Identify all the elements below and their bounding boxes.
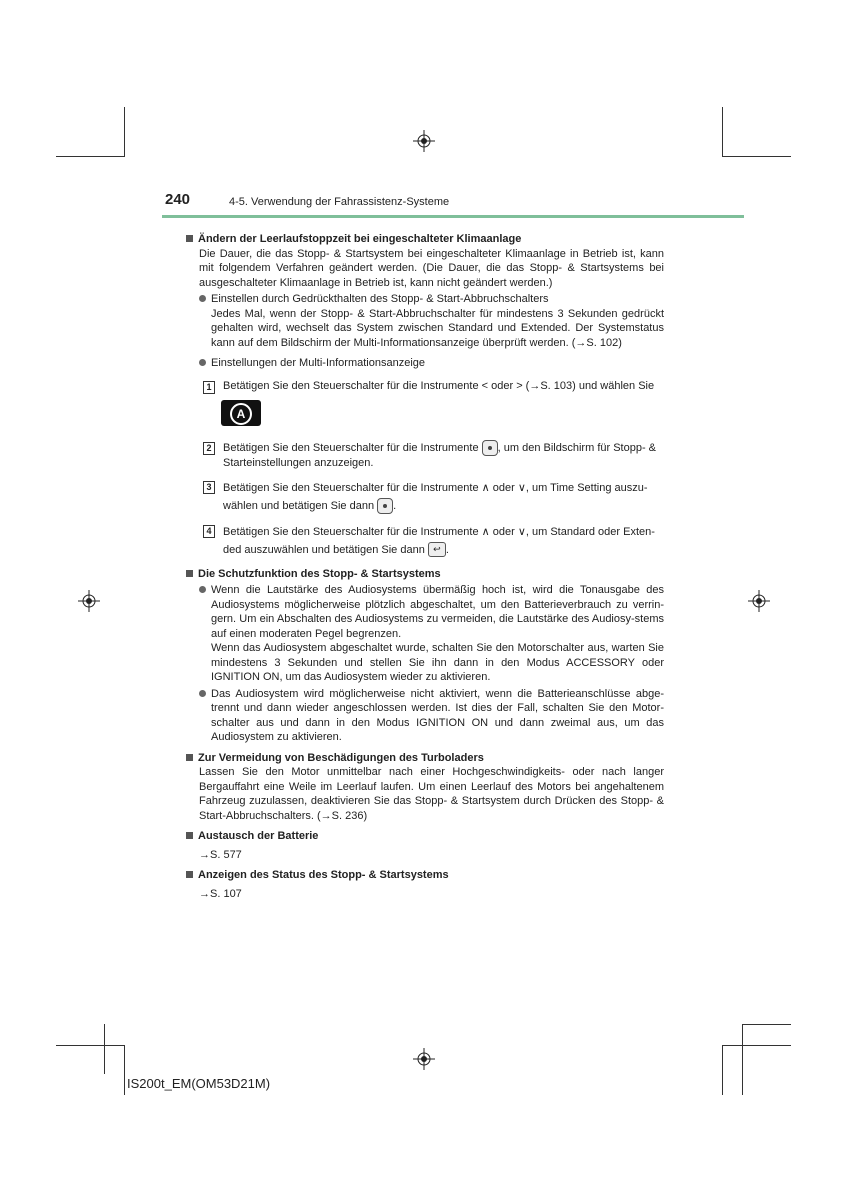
paragraph: Lassen Sie den Motor unmittelbar nach einer Hochgeschwindigkeits- oder nach langer Bergauffahrt eine Weile im Leerlauf laufen. Um einen Leerlauf des Motors bei angehaltenem Fahrzeug zuzulassen, deaktivieren Sie das Stopp- & Startsystem durch Drücken des Stopp- & Start-Abbruchschalters. (→S. 236) [199, 766, 664, 822]
crop-mark [104, 1024, 105, 1074]
step-2 [203, 440, 664, 471]
crop-mark [742, 1024, 791, 1025]
bullet-dot-icon [199, 295, 206, 302]
header-rule [162, 215, 744, 218]
step-text: Betätigen Sie den Steuerschalter für die Instrumente ∧ oder ∨, um Time Setting auszu-wählen und betätigen Sie dann [223, 481, 648, 512]
step-1 [203, 379, 664, 394]
bullet-text: Das Audiosystem wird möglicherweise nicht aktiviert, wenn die Batterieanschlüsse abge-trennt und dann wieder angeschlossen werden. Ist dies der Fall, schalten Sie den Motor-schalter aus und dann in den Modus IGNITION ON und dann zweimal aus, um das Audiosystem zu aktivieren. [211, 687, 664, 743]
crop-mark [722, 1045, 723, 1095]
crop-mark [124, 107, 125, 157]
square-bullet-icon [186, 832, 193, 839]
step-4 [203, 523, 664, 559]
step-number: 2 [203, 442, 215, 455]
square-bullet-icon [186, 871, 193, 878]
enter-button-icon [482, 440, 498, 456]
bullet-item [199, 687, 664, 745]
step-text: Betätigen Sie den Steuerschalter für die Instrumente < oder > (→S. 103) und wählen Sie [223, 379, 655, 392]
enter-button-icon [377, 498, 393, 514]
crop-mark [56, 1045, 125, 1046]
bullet-dot-icon [199, 359, 206, 366]
step-text: , um den Bildschirm für Stopp- & Starteinstellungen anzuzeigen. [223, 441, 657, 469]
document-code: IS200t_EM(OM53D21M) [127, 1076, 271, 1091]
registration-mark-icon [413, 1048, 435, 1070]
page-reference: →S. 577 [199, 848, 242, 861]
page-content [186, 226, 664, 901]
bullet-title: Einstellungen der Multi-Informationsanzeige [211, 357, 426, 369]
page-reference: →S. 107 [199, 887, 242, 900]
step-number: 4 [203, 525, 215, 538]
bullet-dot-icon [199, 586, 206, 593]
crop-mark [722, 1045, 791, 1046]
crop-mark [56, 156, 125, 157]
crop-mark [742, 1024, 743, 1095]
bullet-item [199, 583, 664, 685]
step-text: Betätigen Sie den Steuerschalter für die Instrumente [223, 441, 479, 454]
step-3 [203, 479, 664, 515]
bullet-dot-icon [199, 690, 206, 697]
section-heading: 4-5. Verwendung der Fahrassistenz-Systeme [229, 196, 450, 208]
registration-mark-icon [748, 590, 770, 612]
square-bullet-icon [186, 570, 193, 577]
square-bullet-icon [186, 754, 193, 761]
registration-mark-icon [78, 590, 100, 612]
bullet-text: Jedes Mal, wenn der Stopp- & Start-Abbruchschalter für mindestens 3 Sekunden gedrückt gehalten wird, wechselt das System zwischen Standard und Extended. Der Systemstatus kann auf dem Bildschirm der Multi-Informationsanzeige überprüft werden. (→S. 102) [211, 307, 664, 349]
section-title: Anzeigen des Status des Stopp- & Startsystems [186, 868, 664, 883]
step-number: 1 [203, 381, 215, 394]
page-number: 240 [165, 191, 191, 208]
registration-mark-icon [413, 130, 435, 152]
step-text: Betätigen Sie den Steuerschalter für die Instrumente ∧ oder ∨, um Standard oder Exten-ded auszuwählen und betätigen Sie dann [223, 525, 655, 556]
paragraph: Die Dauer, die das Stopp- & Startsystem bei eingeschalteter Klimaanlage in Betrieb ist, kann mit folgendem Verfahren geändert werden. (Die Dauer, die das Stopp- & Startsystems bei ausgeschalteter Klimaanlage in Betrieb ist, kann nicht geändert werden.) [199, 247, 664, 289]
back-arrow-icon: ↩ [428, 542, 446, 557]
step-text: . [393, 499, 397, 512]
section-title: Die Schutzfunktion des Stopp- & Startsystems [186, 567, 664, 582]
section-title: Austausch der Batterie [186, 829, 664, 844]
section-title: Zur Vermeidung von Beschädigungen des Turboladers [186, 751, 664, 766]
bullet-item [199, 292, 664, 350]
bullet-title: Einstellen durch Gedrückthalten des Stopp- & Start-Abbruchschalters [211, 293, 549, 305]
square-bullet-icon [186, 235, 193, 242]
step-number: 3 [203, 481, 215, 494]
bullet-text: Wenn das Audiosystem abgeschaltet wurde, schalten Sie den Motorschalter aus, warten Sie mindestens 3 Sekunden und stellen Sie ihn dann in den Modus ACCESSORY oder IGNITION ON, um das Audiosystem wieder zu aktivieren. [211, 642, 664, 683]
crop-mark [124, 1045, 125, 1095]
section-title: Ändern der Leerlaufstoppzeit bei eingeschalteter Klimaanlage [186, 232, 664, 247]
bullet-item [199, 356, 664, 371]
display-a-icon: A [221, 400, 261, 426]
step-text: . [445, 543, 449, 556]
crop-mark [722, 107, 723, 157]
bullet-text: Wenn die Lautstärke des Audiosystems übermäßig hoch ist, wird die Tonausgabe des Audiosystems möglicherweise plötzlich abgeschaltet, um den Batterieverbrauch zu verrin-gern. Um ein Abschalten des Audiosystems zu vermeiden, die Lautstärke des Audiosy-stems auf einen moderaten Pegel begrenzen. [211, 584, 664, 640]
crop-mark [722, 156, 791, 157]
